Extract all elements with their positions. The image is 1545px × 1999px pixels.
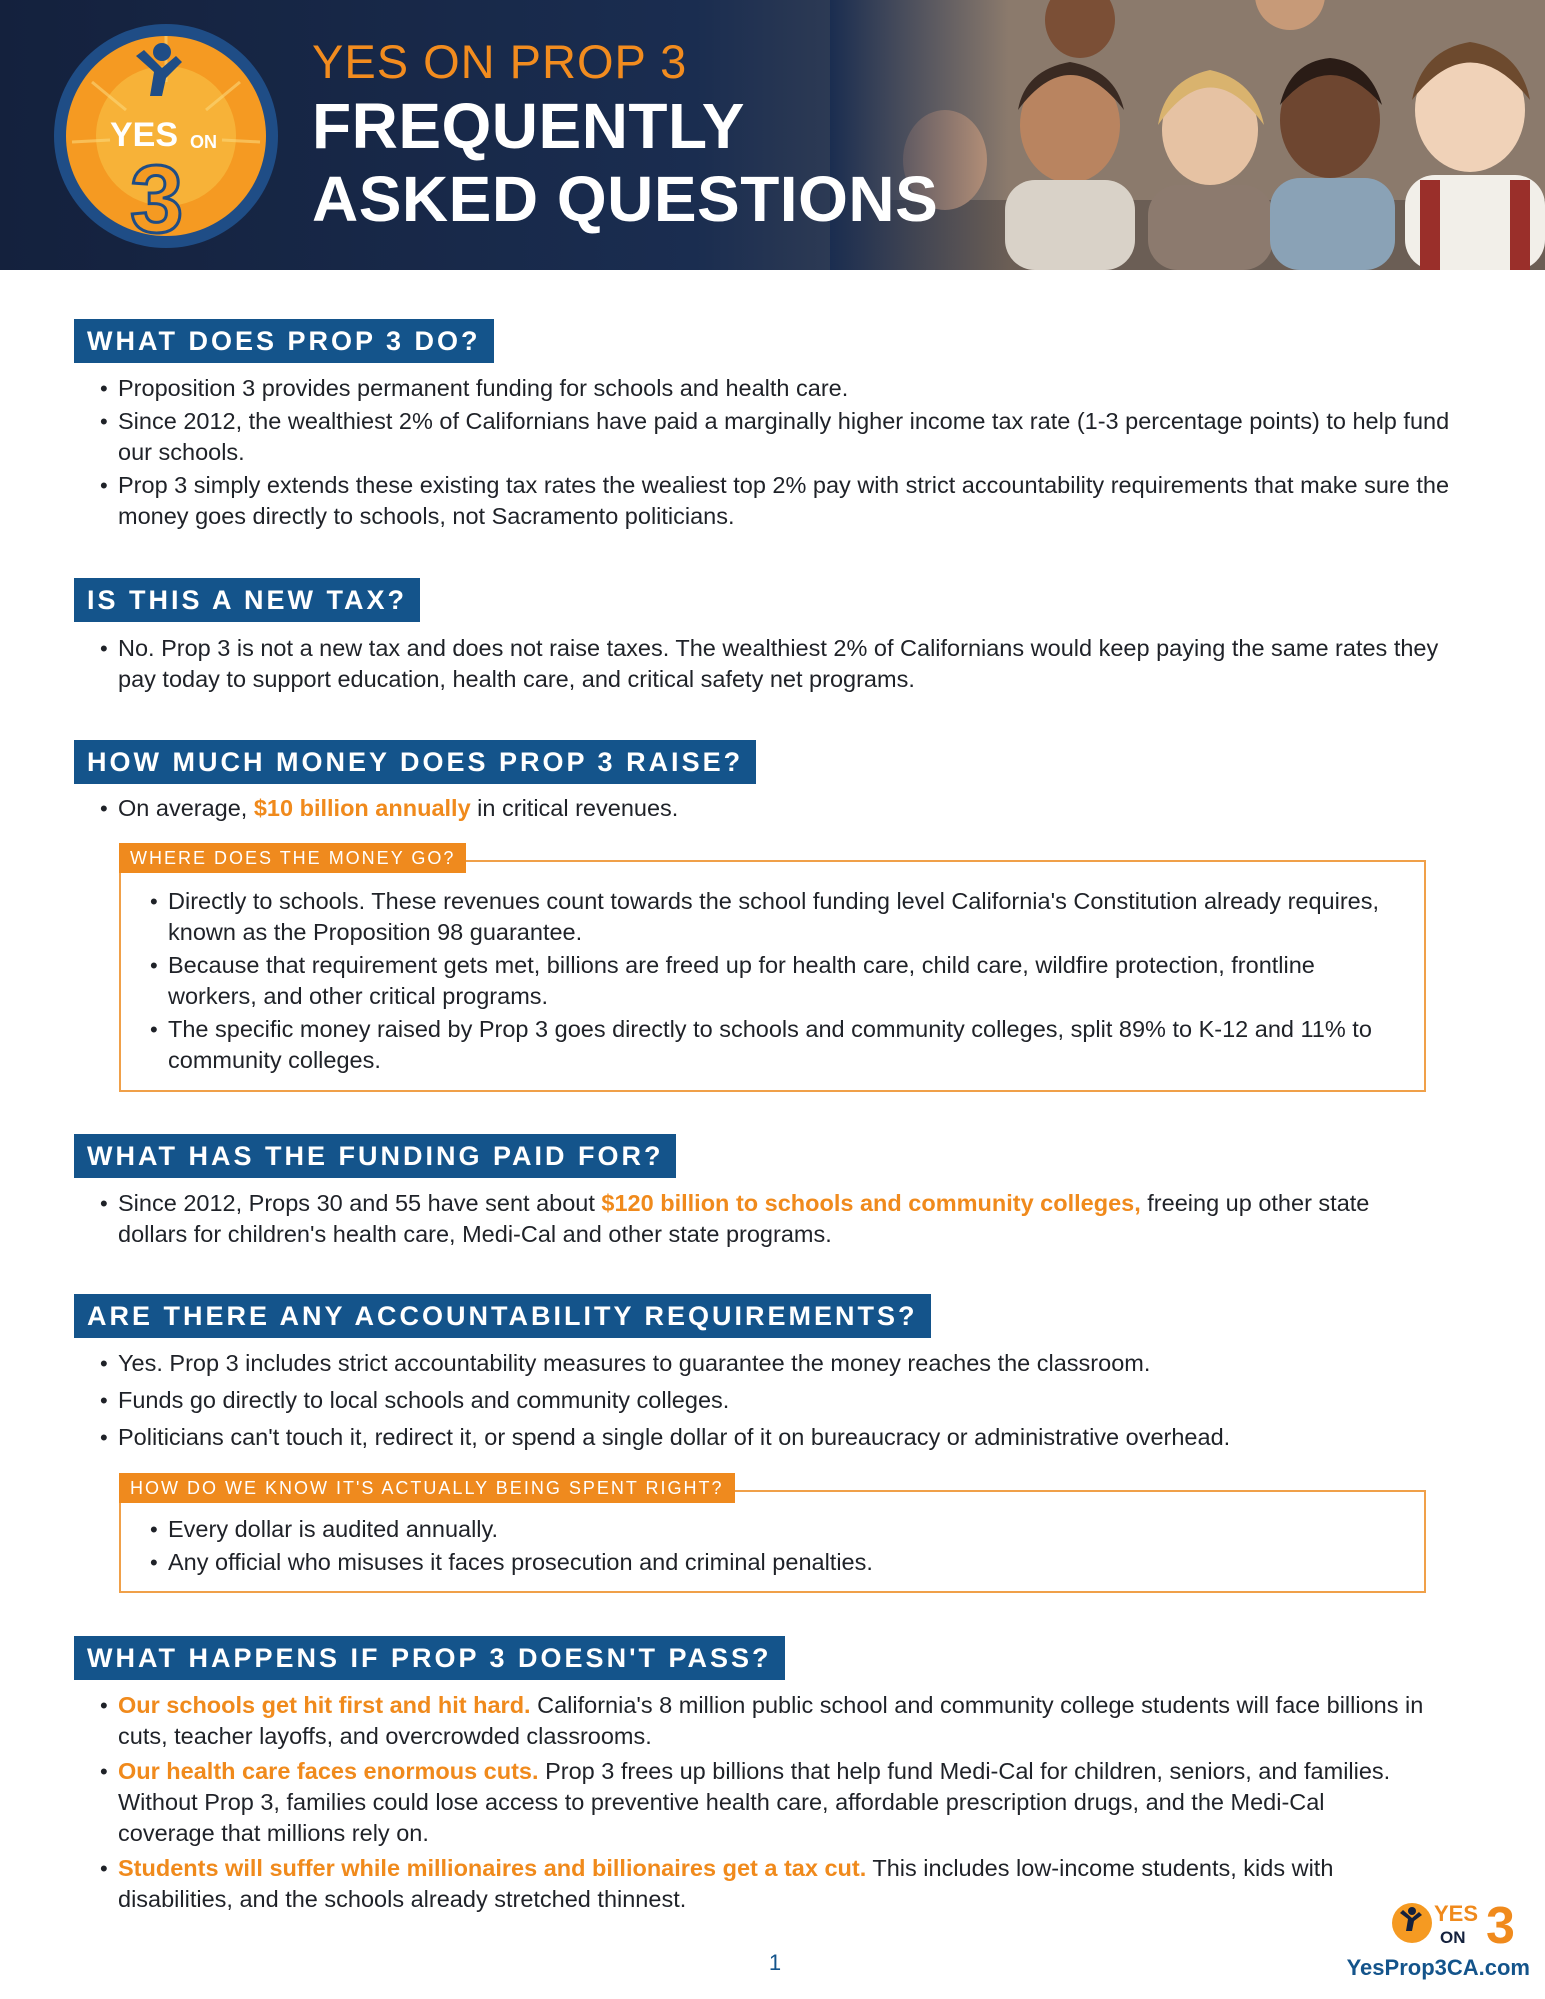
header-eyebrow: YES ON PROP 3 bbox=[312, 35, 688, 88]
list-item: • Our health care faces enormous cuts. Prop 3 frees up billions that help fund Medi-Cal for children, seniors, and families. Without Prop 3, families could lose access to preventive health care, affordable prescription drugs, and the Medi-Cal coverage that millions rely on. bbox=[74, 1756, 1424, 1849]
svg-text:3: 3 bbox=[1486, 1897, 1515, 1947]
section-bullet-list bbox=[74, 633, 1464, 697]
highlight-text: $120 billion to schools and community colleges, bbox=[601, 1190, 1141, 1216]
list-item: • Since 2012, the wealthiest 2% of Californians have paid a marginally higher income tax rate (1-3 percentage points) to help fund our schools. bbox=[74, 406, 1464, 468]
svg-text:ON: ON bbox=[1440, 1928, 1466, 1947]
list-item: • The specific money raised by Prop 3 goes directly to schools and community colleges, split 89% to K-12 and 11% to community colleges. bbox=[121, 1014, 1394, 1076]
list-item: • Yes. Prop 3 includes strict accountability measures to guarantee the money reaches the classroom. bbox=[74, 1348, 1464, 1379]
list-item: • Proposition 3 provides permanent funding for schools and health care. bbox=[74, 373, 1464, 404]
list-item: • On average, $10 billion annually in critical revenues. bbox=[74, 793, 1464, 824]
list-item: • Because that requirement gets met, billions are freed up for health care, child care, wildfire protection, frontline workers, and other critical programs. bbox=[121, 950, 1394, 1012]
section-heading: IS THIS A NEW TAX? bbox=[74, 578, 420, 622]
website-url: YesProp3CA.com bbox=[1346, 1955, 1530, 1980]
page-title-line2: ASKED QUESTIONS bbox=[312, 162, 939, 235]
highlight-text: $10 billion annually bbox=[253, 795, 471, 821]
list-item: • Every dollar is audited annually. bbox=[121, 1514, 1394, 1545]
header-titles bbox=[312, 35, 939, 235]
highlight-text: Our schools get hit first and hit hard. bbox=[118, 1692, 531, 1718]
callout-bullet-list bbox=[121, 862, 1424, 1076]
section-bullet-list bbox=[74, 793, 1464, 826]
header-banner bbox=[0, 0, 1545, 270]
highlight-text: Our health care faces enormous cuts. bbox=[118, 1758, 539, 1784]
svg-text:3: 3 bbox=[130, 146, 184, 250]
svg-text:ON: ON bbox=[190, 132, 217, 152]
footer-logo bbox=[1390, 1897, 1535, 1947]
section-heading: WHAT DOES PROP 3 DO? bbox=[74, 319, 494, 363]
callout-box bbox=[119, 848, 1426, 1092]
section-heading: WHAT HAS THE FUNDING PAID FOR? bbox=[74, 1134, 676, 1178]
list-item: • Any official who misuses it faces prosecution and criminal penalties. bbox=[121, 1547, 1394, 1578]
section-heading: ARE THERE ANY ACCOUNTABILITY REQUIREMENTS? bbox=[74, 1294, 931, 1338]
highlight-text: Students will suffer while millionaires and billionaires get a tax cut. bbox=[118, 1855, 867, 1881]
list-item: • Funds go directly to local schools and community colleges. bbox=[74, 1385, 1464, 1416]
callout-box bbox=[119, 1478, 1426, 1593]
svg-text:YES: YES bbox=[110, 116, 179, 154]
list-item: • Our schools get hit first and hit hard. California's 8 million public school and community college students will face billions in cuts, teacher layoffs, and overcrowded classrooms. bbox=[74, 1690, 1424, 1752]
callout-tab-label: HOW DO WE KNOW IT'S ACTUALLY BEING SPENT RIGHT? bbox=[119, 1473, 735, 1503]
section-bullet-list bbox=[74, 373, 1464, 534]
svg-text:YES: YES bbox=[1434, 1901, 1479, 1926]
list-item: • Since 2012, Props 30 and 55 have sent about $120 billion to schools and community colleges, freeing up other state dollars for children's health care, Medi-Cal and other state programs. bbox=[74, 1188, 1404, 1250]
section-heading: WHAT HAPPENS IF PROP 3 DOESN'T PASS? bbox=[74, 1636, 785, 1680]
list-item: • Politicians can't touch it, redirect it, or spend a single dollar of it on bureaucracy or administrative overhead. bbox=[74, 1422, 1464, 1453]
section-bullet-list bbox=[74, 1690, 1424, 1917]
page-title-line1: FREQUENTLY bbox=[312, 90, 745, 162]
callout-tab-label: WHERE DOES THE MONEY GO? bbox=[119, 843, 466, 873]
yes-on-3-logo bbox=[52, 22, 280, 250]
callout-bullet-list bbox=[121, 1492, 1424, 1578]
section-bullet-list bbox=[74, 1348, 1464, 1455]
list-item: • No. Prop 3 is not a new tax and does not raise taxes. The wealthiest 2% of Californians would keep paying the same rates they pay today to support education, health care, and critical safety net programs. bbox=[74, 633, 1464, 695]
page-number: 1 bbox=[768, 1950, 782, 1975]
list-item: • Directly to schools. These revenues count towards the school funding level California's Constitution already requires, known as the Proposition 98 guarantee. bbox=[121, 886, 1394, 948]
section-heading: HOW MUCH MONEY DOES PROP 3 RAISE? bbox=[74, 740, 756, 784]
list-item: • Students will suffer while millionaires and billionaires get a tax cut. This includes low-income students, kids with disabilities, and the schools already stretched thinnest. bbox=[74, 1853, 1424, 1915]
list-item: • Prop 3 simply extends these existing tax rates the wealiest top 2% pay with strict accountability requirements that make sure the money goes directly to schools, not Sacramento politicians. bbox=[74, 470, 1464, 532]
section-bullet-list bbox=[74, 1188, 1404, 1252]
